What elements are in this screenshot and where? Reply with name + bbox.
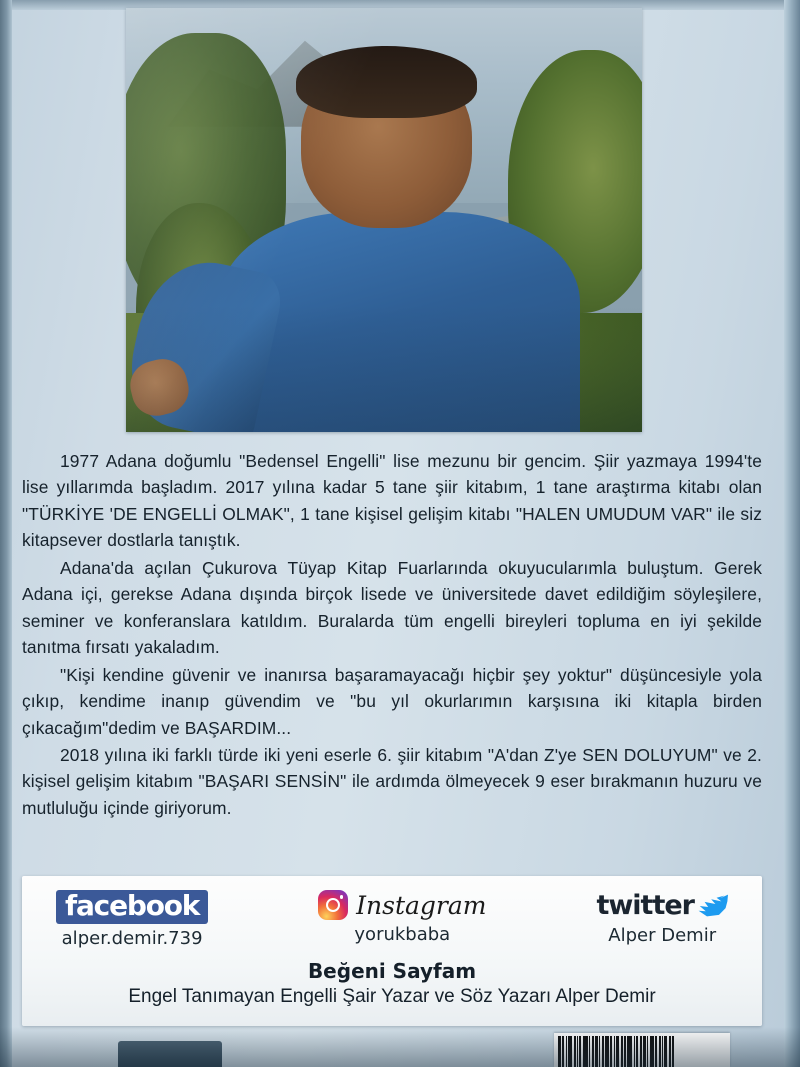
social-item-twitter[interactable] bbox=[596, 890, 728, 946]
back-cover-blurb bbox=[22, 448, 762, 822]
social-media-strip bbox=[22, 876, 762, 1026]
blurb-paragraph: Adana'da açılan Çukurova Tüyap Kitap Fuarlarında okuyucularımla buluştum. Gerek Adana içi, gerekse Adana dışında birçok lisede ve üniversitede davet edildiğim söyleşilere, seminer ve konferanslara katıldım. Buralarda tüm engelli bireyleri topluma en iyi şekilde tanıtma fırsatı yakaladım. bbox=[22, 557, 762, 658]
blurb-paragraph: 2018 yılına iki farklı türde iki yeni eserle 6. şiir kitabım "A'dan Z'ye SEN DOLUYUM" ve 2. kişisel gelişim kitabım "BAŞARI SENSİN" ile ardımda ölmeyecek 9 eser bırakmanın huzuru ve mutluluğu içinde giriyorum. bbox=[22, 744, 762, 818]
facebook-wordmark-icon: facebook bbox=[56, 890, 208, 924]
blurb-paragraph: "Kişi kendine güvenir ve inanırsa başaramayacağı hiçbir şey yoktur" düşüncesiyle yola çıkıp, kendime inanıp güvendim ve "bu yıl okurlarımın karşısına iki kitapla birden çıkacağım"dedim ve BAŞARDIM... bbox=[22, 664, 762, 738]
fan-page-subtitle: Engel Tanımayan Engelli Şair Yazar ve Söz Yazarı Alper Demir bbox=[128, 986, 656, 1008]
author-photo bbox=[126, 8, 642, 432]
twitter-handle: Alper Demir bbox=[608, 925, 717, 946]
instagram-wordmark: Instagram bbox=[356, 890, 487, 920]
barcode bbox=[554, 1033, 730, 1067]
instagram-camera-icon bbox=[318, 890, 348, 920]
social-item-facebook[interactable] bbox=[56, 890, 208, 949]
page-edge-left bbox=[0, 0, 12, 1067]
twitter-logo-row bbox=[596, 890, 728, 921]
twitter-bird-icon bbox=[698, 893, 728, 919]
photo-person-hair bbox=[296, 46, 477, 118]
social-links-row bbox=[22, 876, 762, 949]
instagram-logo-row bbox=[318, 890, 486, 920]
page-edge-right bbox=[784, 0, 800, 1067]
fan-page-title: Beğeni Sayfam bbox=[307, 959, 477, 984]
social-footer bbox=[22, 959, 762, 1008]
blurb-paragraph: 1977 Adana doğumlu "Bedensel Engelli" lise mezunu bir gencim. Şiir yazmaya 1994'te lise yıllarımda başladım. 2017 yılına kadar 5 tane şiir kitabım, 1 tane araştırma kitabı olan "TÜRKİYE 'DE ENGELLİ OLMAK", 1 tane kişisel gelişim kitabı "HALEN UMUDUM VAR" ile siz kitapsever dostlarla tanıştık. bbox=[22, 451, 762, 551]
instagram-handle: yorukbaba bbox=[354, 924, 451, 945]
facebook-handle: alper.demir.739 bbox=[61, 928, 203, 950]
book-spine-block bbox=[118, 1041, 222, 1067]
twitter-wordmark: twitter bbox=[596, 890, 694, 921]
social-item-instagram[interactable] bbox=[318, 890, 486, 945]
